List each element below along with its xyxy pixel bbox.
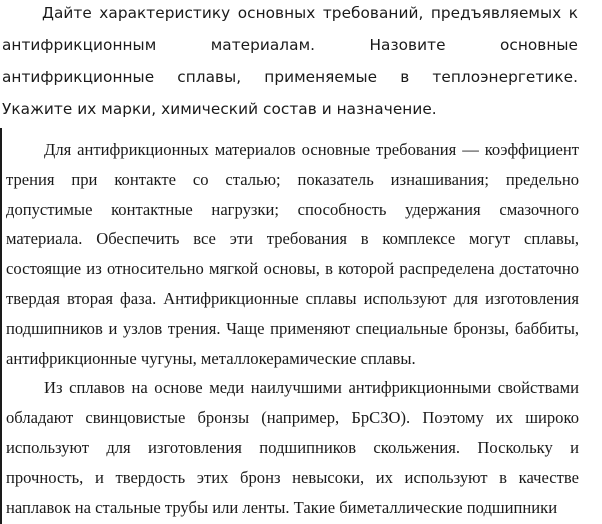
answer-paragraph-1: Для антифрикционных материалов основные требования — коэффициент трения при контакте со сталью; показатель изнашивания; предельно допустимые контактные нагрузки; способность удержания смазочного материала. Обеспечить все эти требования в комплексе могут сплавы, состоящие из относительно мягкой основы, в которой распределена достаточно твердая вторая фаза. Антифрикционные сплавы используют для изготовления подшипников и узлов трения. Чаще применяют специальные бронзы, баббиты, антифрикционные чугуны, металлокерамические сплавы.: [6, 140, 579, 368]
answer-paragraph-2: Из сплавов на основе меди наилучшими антифрикционными свойствами обладают свинцовистые бронзы (например, БрСЗО). Поэтому их широко используют для изготовления подшипников скольжения. Поскольку и прочность, и твердость этих бронз невысоки, их используют в качестве наплавок на стальные трубы или ленты. Такие биметаллические подшипники: [6, 378, 579, 517]
margin-bar: [0, 128, 2, 524]
question-text: Дайте характеристику основных требований, предъявляемых к антифрикционным материалам. Назовите основные антифрикционные сплавы, применяемые в теплоэнергетике. Укажите их марки, химический состав и назначение.: [2, 4, 578, 118]
answer-body: [6, 135, 579, 522]
